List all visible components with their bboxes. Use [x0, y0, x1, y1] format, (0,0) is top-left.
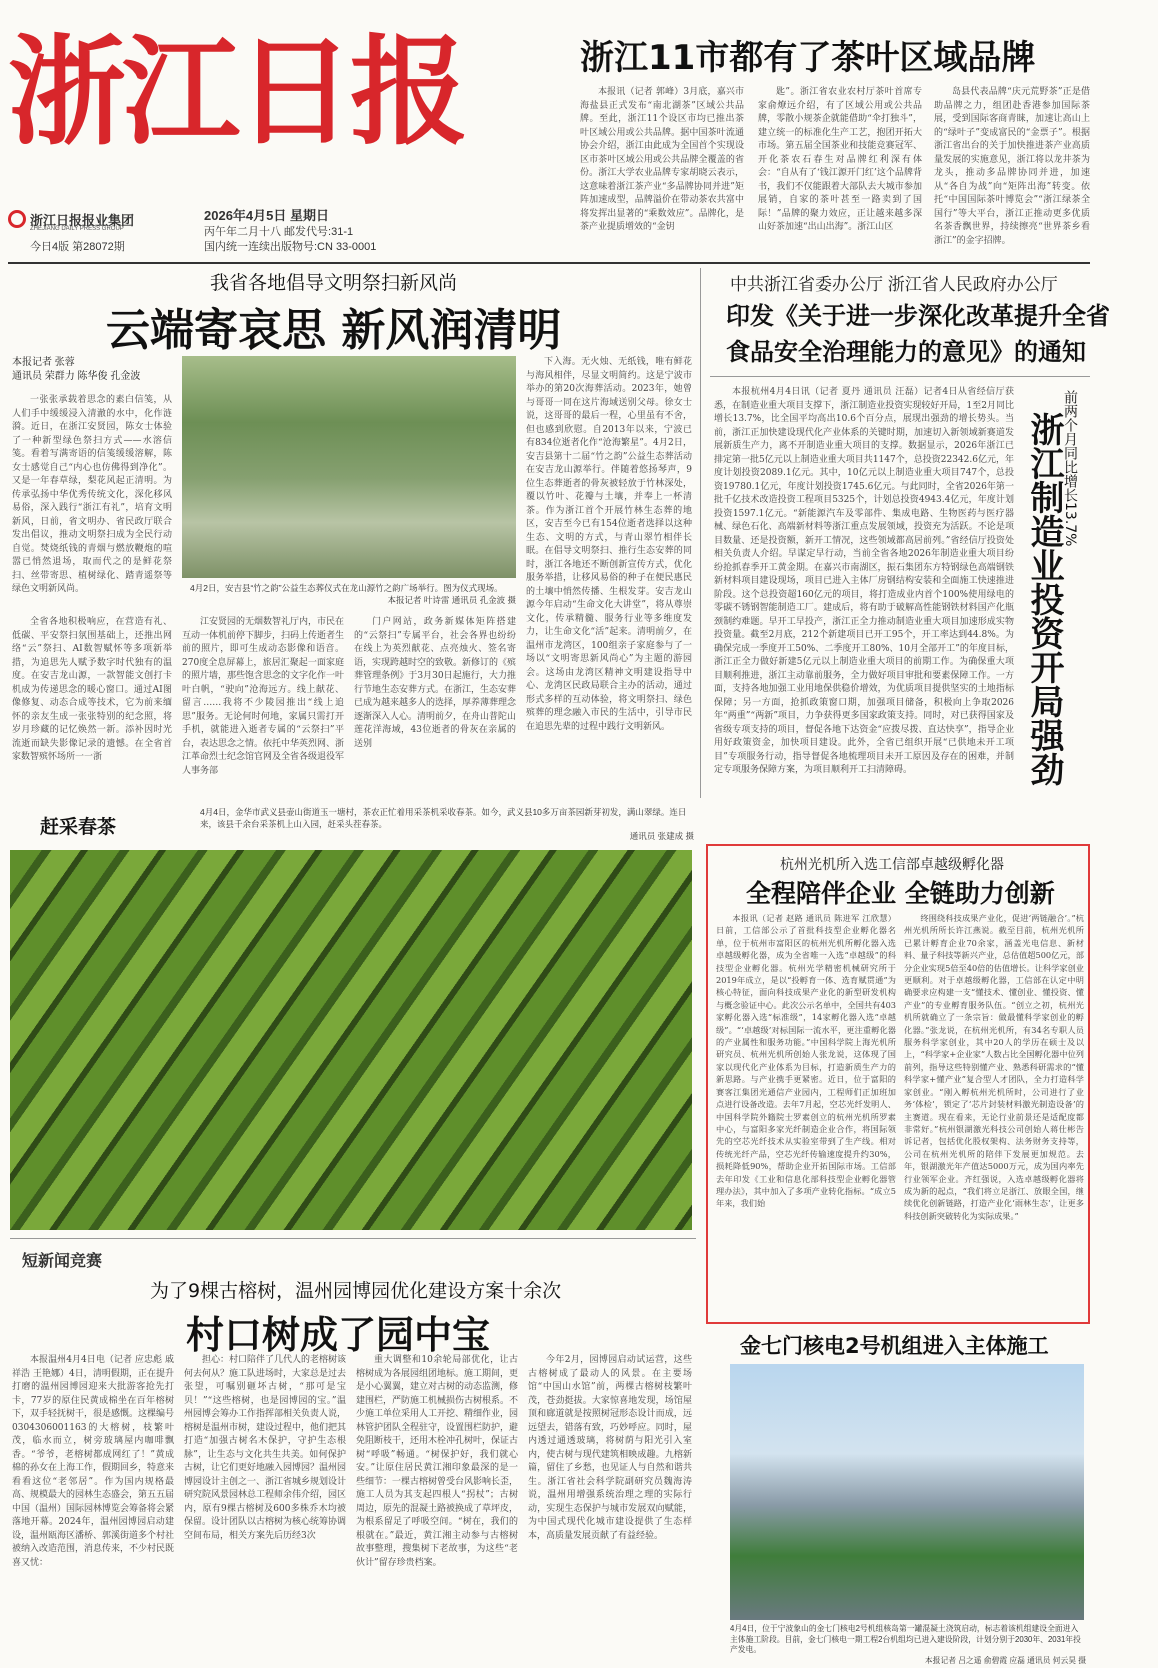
press-group-name: 浙江日报报业集团	[30, 212, 135, 228]
masthead-divider	[8, 262, 1090, 264]
incubator-col1: 本报讯（记者 赵路 通讯员 陈进军 江欣慧）日前，工信部公示了首批科技型企业孵化器名单，位于杭州市富阳区的杭州光机所孵化器入选卓越级孵化器，成为全省唯一入选“卓越级”的科技型企业孵化器。杭州光学精密机械研究所于2019年成立，是以“投孵育一体、选育赋贯通”为核心特征，面向科技成果产业化的新型研发机构与概念验证中心。此次公示名单中，全国共有403家孵化器入选“标准级”，14家孵化器入选“卓越级”。“‘卓越级’对标国际一流水平，更注重孵化器的产业属性和服务功能。”中国科学院上海光机所研究员、杭州光机所创始人张龙说，这体现了国家以现代化产业体系为目标，打造新质生产力的新思路。与产业携手更紧密。近日，位于富阳的赛客江集团光通信产业园内，工程师们正加班加点进行设备改造。去年7月起，空芯光纤发明人、中国科学院外籍院士罗素创立的杭州光机所罗素中心，与富阳多家光纤制造企业合作，将国际领先的空芯光纤技术从实验室带到了生产线。相对传统光纤产品，空芯光纤传输速度提升约30%，损耗降低90%，帮助企业开拓国际市场。工信部去年印发《工业和信息化部科技型企业孵化器管理办法》，其中加入了多项产业转化指标。“成立5年来，我们始	[716, 913, 896, 1209]
notice-kicker: 中共浙江省委办公厅 浙江省人民政府办公厅	[730, 275, 1058, 294]
dateline	[204, 208, 384, 255]
left-story-col1b: 全省各地积极响应，在营造有礼、低碳、平安祭扫氛围基础上，还推出网络“云”祭扫、AI数智赋怀等多项新举措，为追思先人赋予数字时代独有的温度。在安吉龙山源，一款智能文创打卡机成为传递思念的暖心窗口。通过AI图像修复、动态合成等技术，它为前来缅怀的亲友生成一张张特别的纪念照，将岁月珍藏的记忆焕然一新。添补因时光流逝而缺失影像记录的遗憾。在全省首家数智殡怀场所一一浙	[12, 617, 172, 762]
invest-vertical-headline: 浙江制造业投资开局强劲	[1024, 412, 1064, 786]
top-headline: 浙江11市都有了茶叶区域品牌	[580, 38, 1036, 78]
top-story-col2: 匙”。浙江省农业农村厅茶叶首席专家俞燎远介绍，有了区域公用或公共品牌，零散小规茶企就能借助“伞打独斗”，建立统一的标准化生产工艺，抱团开拓大市场。第五届全国茶业和技能竞赛冠军、开化茶农石春生对品牌红利深有体会：“自从有了‘钱江源开门红’这个品牌背书，我们不仅能跟着大部队去大城市参加展销，自家的茶叶甚至一路卖到了国际！”品牌的聚力效应，正让越来越多深山好茶加速“出山出海”。浙江山区	[758, 87, 922, 232]
tea-harvest-photo	[10, 850, 692, 1230]
lunar-date: 丙午年二月十八 邮发代号:31-1	[204, 226, 354, 238]
tea-photo-caption: 4月4日，金华市武义县壶山街道玉一塘村，茶农正忙着用采茶机采收春茶。如今，武义县10多万亩茶园新芽初发，满山翠绿。连日来，该县千余台采茶机上山入园，赶采头茬春茶。 通讯员 张建成 摄	[200, 807, 694, 841]
press-group-english: ZHEJIANG DAILY PRESS GROUP	[30, 226, 124, 232]
brief-news-col3: 重大调整和10余轮局部优化，让古榕树成为各展园组团地标。施工期间，更是小心翼翼，建立对古树的动态监测，修建围栏，严防施工机械损伤古树根系。不少施工单位采用人工开挖、精细作业，园林管护团队全程驻守，设置围栏防护，避免阻断枝干，还用木栓冲孔树叶，保证古树“呼吸”畅通。“树保护好，我们就心安。”让原住居民黄江湘印象最深的是一些细节：一棵古榕树曾受台风影响长歪，施工人员为其支起四根人“拐杖”；古树周边，原先的混凝土路被换成了草坪皮，为根系留足了呼吸空间。“树在，我们的根就在。”最近，黄江湘主动参与古榕树故事整理，搜集树下老故事，为这些“老伙计”留存珍贵档案。	[356, 1355, 518, 1568]
column-divider	[700, 268, 701, 798]
brief-news-headline: 村口树成了园中宝	[186, 1313, 491, 1357]
invest-vertical-kicker: 前两个月同比增长13.7%	[1062, 390, 1078, 547]
nuclear-photo-caption: 4月4日，位于宁波象山的金七门核电2号机组核岛第一罐混凝土浇筑启动，标志着该机组建设全面进入主体施工阶段。目前，金七门核电一期工程2台机组均已进入建设阶段，计划分别于2030年、2031年投产发电。 本报记者 吕之遥 俞碧霞 应磊 通讯员 何云昊 摄	[730, 1624, 1086, 1665]
incubator-kicker: 杭州光机所入选工信部卓越级孵化器	[780, 856, 1004, 872]
left-story-col2: 江安贤园的无烟数智礼厅内，市民在互动一体机前停下脚步，扫码上传逝者生前的照片，即可生成动态影像和语音。270度全息屏幕上，旅居汇聚起一面家庭的照片墙，那些饱含思念的文字化作一叶叶白帆，“驶向”沧海远方。线上献花、留言……我将不少陵园推出“线上追思”服务。无论何时何地，家属只需打开手机，就能进入逝者专属的“云祭扫”平台，表达思念之情。依托中华英烈网、浙江革命烈士纪念馆官网及全省各级退役军人事务部	[182, 617, 344, 776]
left-story-kicker: 我省各地倡导文明祭扫新风尚	[210, 272, 458, 294]
brief-news-divider	[10, 1238, 696, 1239]
left-story-col1a: 一张张承载着思念的素白信笺，从人们手中缓缓浸入清澈的水中，化作涟漪。近日，在浙江安贤园，陈女士体验了一种新型绿色祭扫方式——水溶信笺。看着写满寄语的信笺缓缓溶解，陈女士感觉自己“内心也仿佛得到净化”。又是一年春草绿，梨花风起正清明。为传承弘扬中华优秀传统文化，深化移风易俗，深入践行“浙江有礼”，培育文明新风，日前，省文明办、省民政厅联合发出倡议，推动文明祭扫成为全民行动自觉。焚烧纸钱的青烟与燃放鞭炮的喧嚣已悄然退场，取而代之的是鲜花祭扫、丝带寄思、植树绿化、踏青遥祭等绿色文明新风尚。	[12, 395, 172, 594]
memorial-photo-caption: 4月2日，安吉县“竹之韵”公益生态葬仪式在龙山源竹之韵广场举行。图为仪式现场。 本报记者 叶诗雷 通讯员 孔金波 摄	[190, 583, 516, 605]
top-story-col1: 本报讯（记者 郭峰）3月底，嘉兴市海盐县正式发布“南北湖茶”区域公共品牌。至此，浙江11个设区市均已推出茶叶区域公用或公共品牌。据中国茶叶流通协会介绍，浙江由此成为全国首个实现设区市茶叶区域公用或公共品牌全覆盖的省份。浙江大学农业品牌专家胡晓云表示，这意味着浙江茶产业“多品牌协同并进”矩阵加速成型，品牌溢价在带动茶农共富中将发挥出显著的“乘数效应”。品牌化，是茶产业提质增效的“金钥	[580, 87, 744, 232]
issue-date: 2026年4月5日 星期日	[204, 208, 329, 223]
issue-info: 今日4版 第28072期	[30, 241, 125, 253]
left-story-col3: 门户网站，政务新媒体矩阵搭建的“云祭扫”专属平台，社会各界也纷纷在线上为英烈献花、点亮烛火、签名寄语，实现跨越时空的致敬。新修订的《殡葬管理条例》于3月30日起施行，大力推行节地生态安葬方式。在浙江，生态安葬已成为越来越多人的选择，厚养薄葬理念逐渐深入人心。清明前夕，在舟山普陀山莲花洋海域，43位逝者的骨灰在亲属的送别	[354, 617, 516, 749]
nuclear-plant-photo	[730, 1364, 1084, 1620]
cn-number: 国内统一连续出版物号:CN 33-0001	[204, 241, 377, 253]
newspaper-masthead: 浙江日报	[8, 22, 465, 161]
top-story-col3: 岛县代表品牌“庆元荒野茶”正是借助品牌之力，组团赴香港参加国际茶展，受到国际客商青睐，加速让高山上的“绿叶子”变成富民的“金票子”。根据浙江省出台的关于加快推进茶产业高质量发展的实施意见，浙江将以龙井茶为龙头，推动多品牌协同并进，加速从“各自为战”向“矩阵出海”转变。依托“中国国际茶叶博览会”“浙江绿茶全国行”等大平台，浙江正推动更多优质名茶香飘世界，持续擦亮“世界茶乡看浙江”的金字招牌。	[934, 87, 1090, 246]
incubator-col2: 终围绕科技成果产业化，促进‘两链融合’。”杭州光机所所长许江燕说。截至目前，杭州光机所已累计孵育企业70余家，涵盖光电信息、新材料、量子科技等新兴产业，总估值超500亿元，部分企业实现5倍至40倍的估值增长。让科学家创业更顺利。对于卓越级孵化器，工信部在认定中明确要求应构建一支“懂技术、懂创业、懂投资、懂产业”的专业孵育服务队伍。“创立之初，杭州光机所就确立了一条宗旨：做最懂科学家创业的孵化器。”张龙说，在杭州光机所，有34名专职人员服务科学家创业，其中20人的学历在硕士及以上，“科学家+企业家”人数占比全国孵化器中位列前列，指导这些特别懂产业、熟悉科研需求的“懂科学家+懂产业”复合型人才团队，全力打造科学家创业。“刚入孵杭州光机所时，公司进行了业务‘体检’，锁定了‘芯片封装材料激光制造设备’的主赛道。现在看来，无论行业前景还是适配度都非常好。”杭州银湖激光科技公司创始人蒋仕彬告诉记者，包括优化股权架构、法务财务支持等，公司在杭州光机所的陪伴下发展更加规范。去年，银湖激光年产值达5000万元，成为国内率先行业领军企业。齐红强说，入选卓越级孵化器将成为新的起点，“我们将立足浙江、放眼全国，继续优化创新链路，打造产业化‘雨林生态’，让更多科技创新突破转化为实际成果。”	[904, 913, 1084, 1221]
left-story-col4: 下入海。无火烛、无纸钱，唯有鲜花与海风相伴，尽显文明简约。这是宁波市举办的第20次海葬活动。2023年，她曾与哥哥一同在这片海域送别父母。徐女士说，这哥哥的最后一程，心里虽有不舍，但也感到欣慰。自2013年以来，宁波已有834位逝者化作“沧海繁星”。4月2日，安吉县第十二届“竹之韵”公益生态葬活动在安吉龙山源举行。伴随着悠扬琴声，9位生态葬逝者的骨灰被轻放于竹林深处，覆以竹叶、花瓣与土壤，并奉上一杯清茶。作为浙江首个开展竹林生态葬的地区，安吉至今已有154位逝者选择以这种生态、文明的方式，与青山翠竹相伴长眠。在倡导文明祭扫、推行生态安葬的同时，浙江各地还不断创新宣传方式，优化服务举措，让移风易俗的种子在便民惠民的土壤中悄然传播、生根发芽。安吉龙山源今年启动“生命文化大讲堂”，将从尊崇文化，传承精髓、服务行业等多维度发力，让生命文化“活”起来。清明前夕，在温州市龙湾区，100组亲子家庭参与了一场以“文明寄思新风尚心”为主题的游园会。这场由龙湾区精神文明建设指导中心、龙湾区民政局联合主办的活动，通过形式多样的互动体验，将文明祭扫、绿色殡葬的理念融入市民的生活中，引导市民在追思先辈的过程中践行文明新风。	[526, 357, 692, 732]
press-group-icon	[8, 210, 26, 228]
brief-news-kicker: 为了9棵古榕树，温州园博园优化建设方案十余次	[150, 1280, 562, 1302]
memorial-photo	[182, 356, 516, 578]
notice-headline-line2: 食品安全治理能力的意见》的通知	[726, 338, 1086, 366]
memorial-photo-credit: 本报记者 叶诗雷 通讯员 孔金波 摄	[387, 595, 516, 605]
left-story-byline	[12, 356, 182, 384]
notice-divider	[710, 376, 1090, 377]
byline-reporter: 本报记者 张蓉	[12, 357, 75, 368]
brief-news-col4: 今年2月，园博园启动试运营，这些古榕树成了最动人的风景。在主要场馆“中国山水馆”前，两棵古榕树枝繁叶茂，苍劲挺拔。大家惊喜地发现，场馆屋顶和廊道就是按照树冠形态设计而成，远远望去，错落有致，巧妙呼应。同时，屋内透过通透玻璃，将树荫与阳光引入室内，使古树与现代建筑相映成趣。九榕新篇，留住了乡愁，也见证人与自然和谐共生。浙江省社会科学院副研究员魏海涛说，温州用增强系统治理之理的实际行动，实现生态保护与城市发展双向赋能，为中国式现代化城市建设提供了生态样本，高质量发展贡献了有益经验。	[528, 1355, 692, 1541]
left-story-headline: 云端寄哀思 新风润清明	[106, 305, 562, 356]
incubator-headline: 全程陪伴企业 全链助力创新	[746, 879, 1055, 908]
nuclear-photo-credit: 本报记者 吕之遥 俞碧霞 应磊 通讯员 何云昊 摄	[924, 1655, 1086, 1665]
brief-news-col1: 本报温州4月4日电（记者 应忠彪 戚祥浩 王艳娜）4日，清明假期，正在提升打磨的温州园博园迎来大批游客抢先打卡，77岁的原住民黄成棉坐在百年榕树下，双手轻抚树干，很是感慨。这棵编号0304306001163的大榕树，枝繁叶茂，临水而立，树旁玻璃屋内咖啡飘香。“爷爷，老榕树都成网红了！”黄成棉的孙女在上海工作，假期回乡，特意来看看这位“老邻居”。作为国内规格最高、规模最大的园林生态盛会，第五五届中国（温州）国际园林博览会筹备将会紧落地开幕。2024年，温州园博园启动建设，温州瓯海区潘桥、郭溪街道多个村社被纳入改造范围，消息传来，不少村民既喜又忧：	[12, 1355, 174, 1568]
brief-news-col2: 担心：村口陪伴了几代人的老榕树该何去何从？施工队进场时，大家总是过去张望，可嘱别砸坏古树，“那可是宝贝！”“这些榕树，也是园博园的宝。”温州园博会筹办工作指挥部相关负责人说，榕树是温州市树，建设过程中，他们把其打造“加强古树名木保护，守护生态根脉”，让生态与文化共生共美。如何保护古树，让它们更好地融入园博园？温州园博园设计主创之一、浙江省城乡规划设计研究院风景园林总工程师余伟介绍，园区内，原有9棵古榕树及600多株乔木均被保留。设计团队以古榕树为核心统筹协调空间布局，相关方案先后历经3次	[184, 1355, 346, 1541]
invest-story-body: 本报杭州4月4日讯（记者 夏丹 通讯员 汪磊）记者4日从省经信厅获悉，在制造业重大项目支撑下，浙江制造业投资实现较好开局，1至2月同比增长13.7%，比全国平均高出10.6个百分点，展现出强劲的增长势头。当前，浙江正加快建设现代化产业体系的关键时期，加速切入新领域新赛道发展新质生产力，离不开制造业重大项目的支撑。数据显示，2026年浙江已排定第一批5亿元以上制造业重大项目共1147个，总投资22342.6亿元，年度计划投资2089.1亿元。其中，10亿元以上制造业重大项目747个，总投资19780.1亿元，年度计划投资1745.6亿元。与此同时，全省2026年第一批千亿技术改造投资工程项目5325个，计划总投资4943.4亿元，年度计划投资1597.1亿元。“新能源汽车及零部件、集成电路、生物医药与医疗器械、绿色石化、高端新材料等浙江重点发展领域，投资充为活跃。不论是项目数量、还是投资额，新开工情况，这些领域都高居前列。”省经信厅投资处相关负责人介绍。早谋定早行动，当前全省各地2026年制造业重大项目纷纷抢抓春季开工黄金期。在嘉兴市南湖区，振石集团东方特钢绿色高端钢铁新材料项目建设现场，项目已进入主体厂房钢结构安装和全面施工快速推进阶段。这个总投资超160亿元的项目，将打造成业内首个100%使用绿电的零碳不锈钢智能制造工厂。建成后，将有助于破解高性能钢铁材料国产化瓶颈制约难题。早开工早投产，浙江正全力推动制造业重大项目加速形成实物投资量。截至2月底，212个新建项目已开工95个，开工率达到44.8%。为确保完成一季度开工50%、二季度开工80%、10月全部开工”的年度目标，浙江正全力做好新建5亿元以上制造业重大项目的前期工作。为确保重大项目顺利推进，浙江主动靠前服务，全力做好项目审批和要素保障工作。一方面，支持各地加强工业用地保供稳价增效，为优质项目提供坚实的土地指标保障；另一方面，抢抓政策窗口期，加强项目储备，积极向上争取2026年“两重”“两新”项目，力争获得更多国家政策支持。同时，对已获得国家及省级专项支持的项目，督促各地下达资金“应拨尽拨、直达快享”，指导企业用好政策资金，加快项目建设。此外，全省已组织开展“已供地未开工项目”专项服务行动，指导督促各地梳理项目未开工原因及存在的困难，并制定专项服务保障方案，为项目顺利开工扫清障碍。	[714, 387, 1014, 775]
tea-photo-tag: 赶采春茶	[40, 816, 117, 838]
tea-photo-credit: 通讯员 张建成 摄	[629, 831, 694, 841]
nuclear-headline: 金七门核电2号机组进入主体施工	[740, 1334, 1049, 1358]
notice-headline-line1: 印发《关于进一步深化改革提升全省	[726, 302, 1110, 330]
byline-correspondents: 通讯员 荣群力 陈华俊 孔金波	[12, 371, 141, 382]
brief-news-tag: 短新闻竞赛	[22, 1251, 103, 1270]
